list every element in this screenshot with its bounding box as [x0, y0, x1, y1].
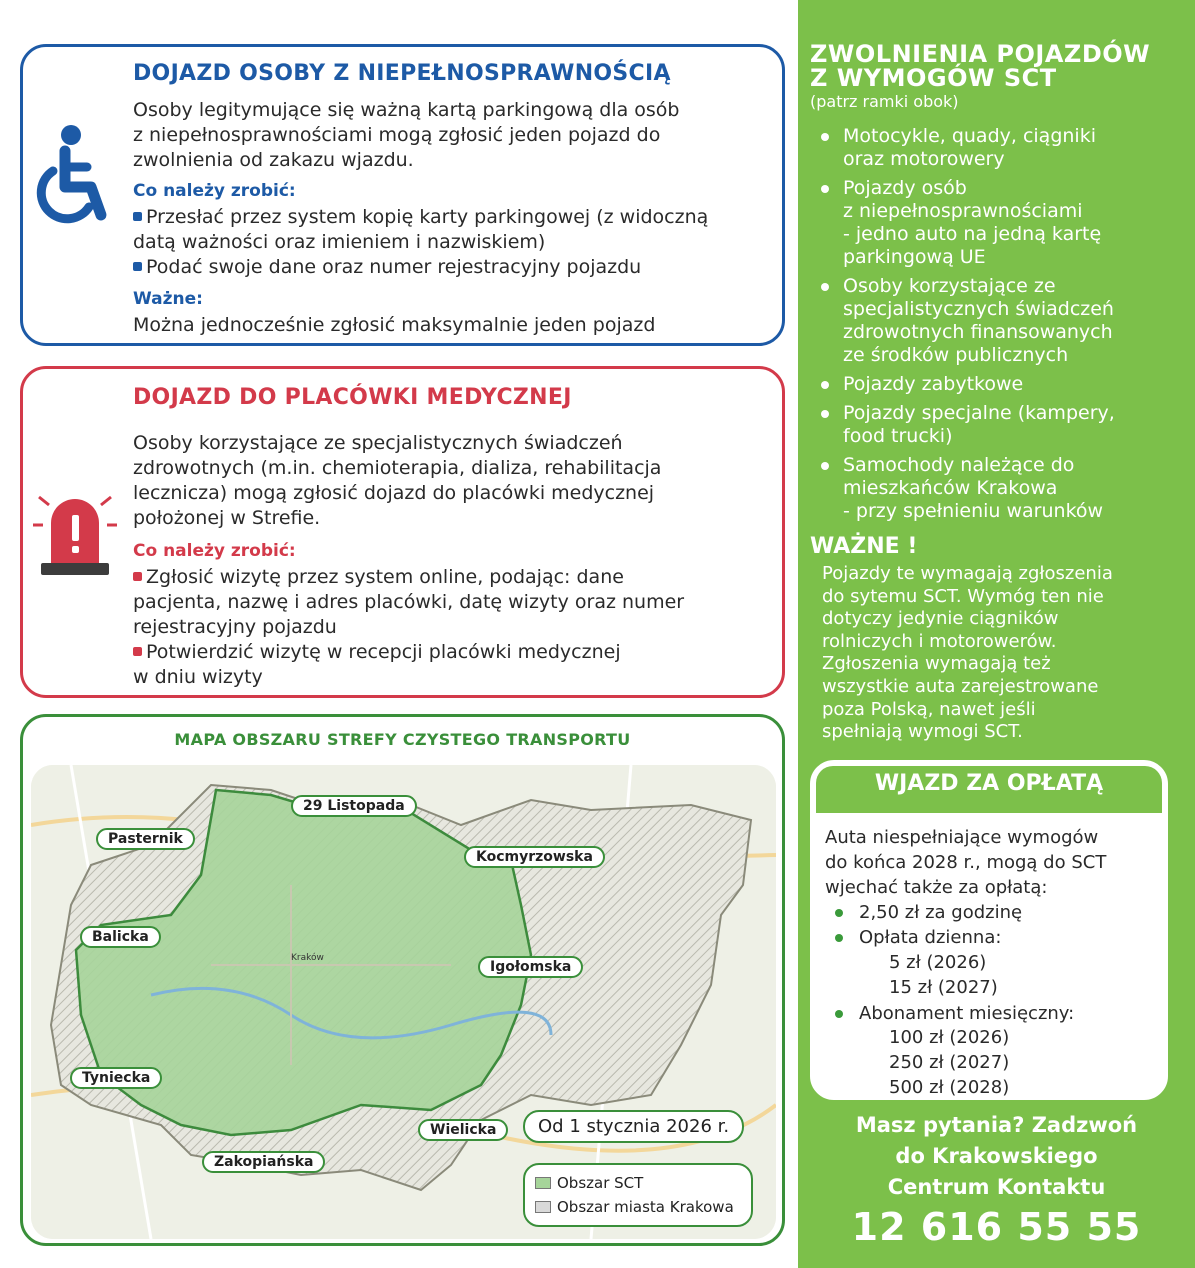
- road-label-wielicka: Wielicka: [418, 1119, 508, 1141]
- disability-important-label: Ważne:: [133, 289, 203, 309]
- legend-swatch-sct: [535, 1177, 551, 1189]
- list-item: Pojazdy osób z niepełnosprawnościami - jedno auto na jedną kartę parkingową UE: [818, 177, 1188, 269]
- exemptions-panel: [798, 0, 1195, 1268]
- disability-important-text: Można jednocześnie zgłosić maksymalnie jeden pojazd: [133, 314, 656, 336]
- fee-monthly-2026: 100 zł (2026): [889, 1027, 1010, 1048]
- bullet-icon: [133, 212, 142, 221]
- road-label-igolomska: Igołomska: [478, 956, 583, 978]
- disability-todo-label: Co należy zrobić:: [133, 181, 296, 201]
- fee-monthly-2027: 250 zł (2027): [889, 1052, 1010, 1073]
- disability-access-box: [20, 44, 785, 346]
- road-label-balicka: Balicka: [80, 926, 161, 948]
- bullet-icon: [133, 647, 142, 656]
- list-item: Osoby korzystające ze specjalistycznych świadczeń zdrowotnych finansowanych ze środków publicznych: [818, 275, 1188, 367]
- paid-entry-intro: Auta niespełniające wymogów do końca 2028 r., mogą do SCT wjechać także za opłatą:: [825, 827, 1107, 898]
- exemptions-note: (patrz ramki obok): [810, 92, 959, 111]
- disability-title: DOJAZD OSOBY Z NIEPEŁNOSPRAWNOŚCIĄ: [133, 61, 671, 86]
- list-item: Pojazdy zabytkowe: [818, 373, 1188, 396]
- list-item: Motocykle, quady, ciągniki oraz motorowery: [818, 125, 1188, 171]
- fee-monthly-2028: 500 zł (2028): [889, 1077, 1010, 1098]
- fee-daily-2027: 15 zł (2027): [889, 977, 998, 998]
- list-item: Samochody należące do mieszkańców Krakowa - przy spełnieniu warunków: [818, 454, 1188, 523]
- medical-steps: Zgłosić wizytę przez system online, podając: dane pacjenta, nazwę i adres placówki, datę wizyty oraz numer rejestracyjny pojazdu Potwierdzić wizytę w recepcji placówki medycznej w dniu wizyty: [133, 566, 685, 688]
- bullet-icon: [133, 262, 142, 271]
- medical-todo-label: Co należy zrobić:: [133, 541, 296, 561]
- map-title: MAPA OBSZARU STREFY CZYSTEGO TRANSPORTU: [174, 730, 631, 749]
- legend-swatch-city: [535, 1201, 551, 1213]
- exemptions-title: ZWOLNIENIA POJAZDÓW Z WYMOGÓW SCT: [810, 40, 1151, 92]
- important-text: Pojazdy te wymagają zgłoszenia do sytemu SCT. Wymóg ten nie dotyczy jedynie ciągników rolniczych i motorowerów. Zgłoszenia wymagają też wszystkie auta zarejestrowane poza Polską, nawet jeśli spełniają wymogi SCT.: [822, 563, 1113, 743]
- fee-monthly-label: Abonament miesięczny:: [835, 1001, 1074, 1026]
- disability-steps: Przesłać przez system kopię karty parkingowej (z widoczną datą ważności oraz imieniem i nazwiskiem) Podać swoje dane oraz numer rejestracyjny pojazdu: [133, 206, 709, 278]
- road-label-zakopianska: Zakopiańska: [202, 1151, 325, 1173]
- fee-hourly: 2,50 zł za godzinę: [835, 900, 1022, 925]
- wheelchair-icon: [29, 123, 113, 227]
- road-label-kocmyrzowska: Kocmyrzowska: [464, 846, 605, 868]
- svg-text:Kraków: Kraków: [291, 953, 324, 963]
- road-label-29-listopada: 29 Listopada: [291, 795, 417, 817]
- medical-access-box: [20, 366, 785, 698]
- map-legend: Obszar SCT Obszar miasta Krakowa: [523, 1163, 753, 1227]
- contact-phone-number[interactable]: 12 616 55 55: [851, 1205, 1142, 1249]
- start-date-badge: Od 1 stycznia 2026 r.: [523, 1110, 744, 1143]
- contact-text: Masz pytania? Zadzwoń do Krakowskiego Centrum Kontaktu: [855, 1113, 1138, 1199]
- exemptions-list: [818, 125, 1188, 529]
- disability-intro: Osoby legitymujące się ważną kartą parkingową dla osób z niepełnosprawnościami mogą zgłosić jeden pojazd do zwolnienia od zakazu wjazdu.: [133, 99, 680, 171]
- fee-daily-2026: 5 zł (2026): [889, 952, 987, 973]
- paid-entry-box: [810, 760, 1168, 1100]
- road-label-tyniecka: Tyniecka: [70, 1067, 162, 1089]
- emergency-light-icon: [33, 487, 117, 579]
- list-item: Pojazdy specjalne (kampery, food trucki): [818, 402, 1188, 448]
- important-title: WAŻNE !: [810, 534, 918, 559]
- road-label-pasternik: Pasternik: [96, 828, 195, 850]
- fee-daily-label: Opłata dzienna:: [835, 925, 1001, 950]
- paid-entry-title: WJAZD ZA OPŁATĄ: [874, 771, 1104, 796]
- bullet-icon: [133, 572, 142, 581]
- medical-title: DOJAZD DO PLACÓWKI MEDYCZNEJ: [133, 385, 572, 410]
- medical-intro: Osoby korzystające ze specjalistycznych świadczeń zdrowotnych (m.in. chemioterapia, dializa, rehabilitacja lecznicza) mogą zgłosić dojazd do placówki medycznej położonej w Strefie.: [133, 432, 662, 529]
